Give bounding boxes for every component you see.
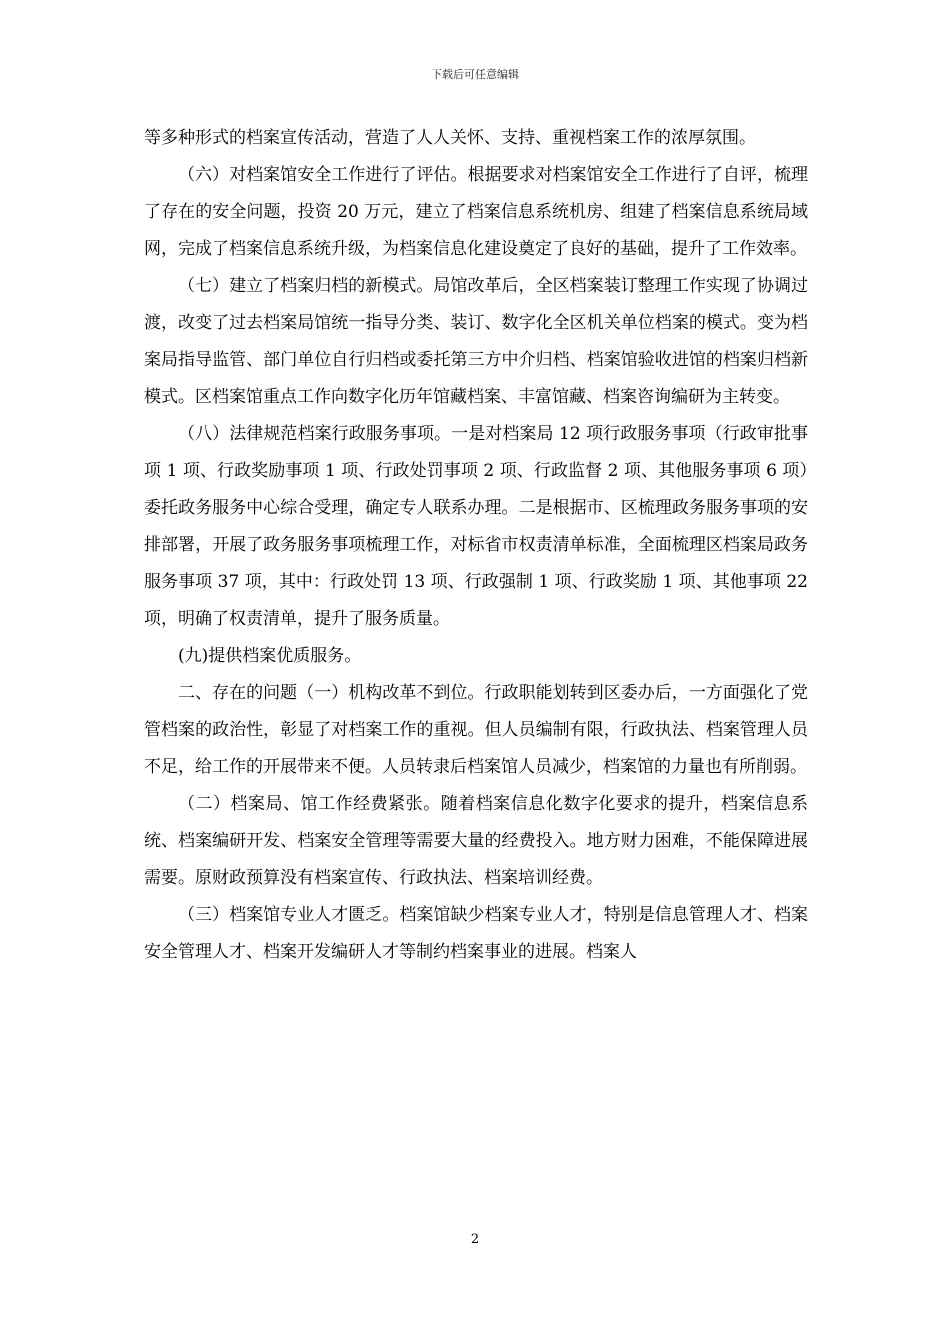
paragraph-section-8: （八）法律规范档案行政服务事项。一是对档案局 12 项行政服务事项（行政审批事项 1 项、行政奖励事项 1 项、行政处罚事项 2 项、行政监督 2 项、其他服务事项 6 项）委托政务服务中心综合受理，确定专人联系办理。二是根据市、区梳理政务服务事项的安排部署，开展了政务服务事项梳理工作，对标省市权责清单标准，全面梳理区档案局政务服务事项 37 项，其中：行政处罚 13 项、行政强制 1 项、行政奖励 1 项、其他事项 22 项，明确了权责清单，提升了服务质量。 [144,424,808,629]
paragraph-problems-3: （三）档案馆专业人才匮乏。档案馆缺少档案专业人才，特别是信息管理人才、档案安全管理人才、档案开发编研人才等制约档案事业的进展。档案人 [144,905,808,962]
paragraph-continuation: 等多种形式的档案宣传活动，营造了人人关怀、支持、重视档案工作的浓厚氛围。 [144,128,756,148]
page-number: 2 [470,1232,480,1247]
paragraph-section-9: (九)提供档案优质服务。 [178,646,362,666]
paragraph-section-6: （六）对档案馆安全工作进行了评估。根据要求对档案馆安全工作进行了自评，梳理了存在的安全问题，投资 20 万元，建立了档案信息系统机房、组建了档案信息系统局域网，完成了档案信息系统升级，为档案信息化建设奠定了良好的基础，提升了工作效率。 [144,165,808,259]
document-body [144,120,808,971]
paragraph-problems-2: （二）档案局、馆工作经费紧张。随着档案信息化数字化要求的提升，档案信息系统、档案编研开发、档案安全管理等需要大量的经费投入。地方财力困难，不能保障进展需要。原财政预算没有档案宣传、行政执法、档案培训经费。 [144,794,808,888]
paragraph-section-7: （七）建立了档案归档的新模式。局馆改革后，全区档案装订整理工作实现了协调过渡，改变了过去档案局馆统一指导分类、装订、数字化全区机关单位档案的模式。变为档案局指导监管、部门单位自行归档或委托第三方中介归档、档案馆验收进馆的档案归档新模式。区档案馆重点工作向数字化历年馆藏档案、丰富馆藏、档案咨询编研为主转变。 [144,276,808,407]
page-header: 下载后可任意编辑 [431,68,519,81]
paragraph-problems-1: 二、存在的问题（一）机构改革不到位。行政职能划转到区委办后，一方面强化了党管档案的政治性，彰显了对档案工作的重视。但人员编制有限，行政执法、档案管理人员不足，给工作的开展带来不便。人员转隶后档案馆人员减少，档案馆的力量也有所削弱。 [144,683,808,777]
